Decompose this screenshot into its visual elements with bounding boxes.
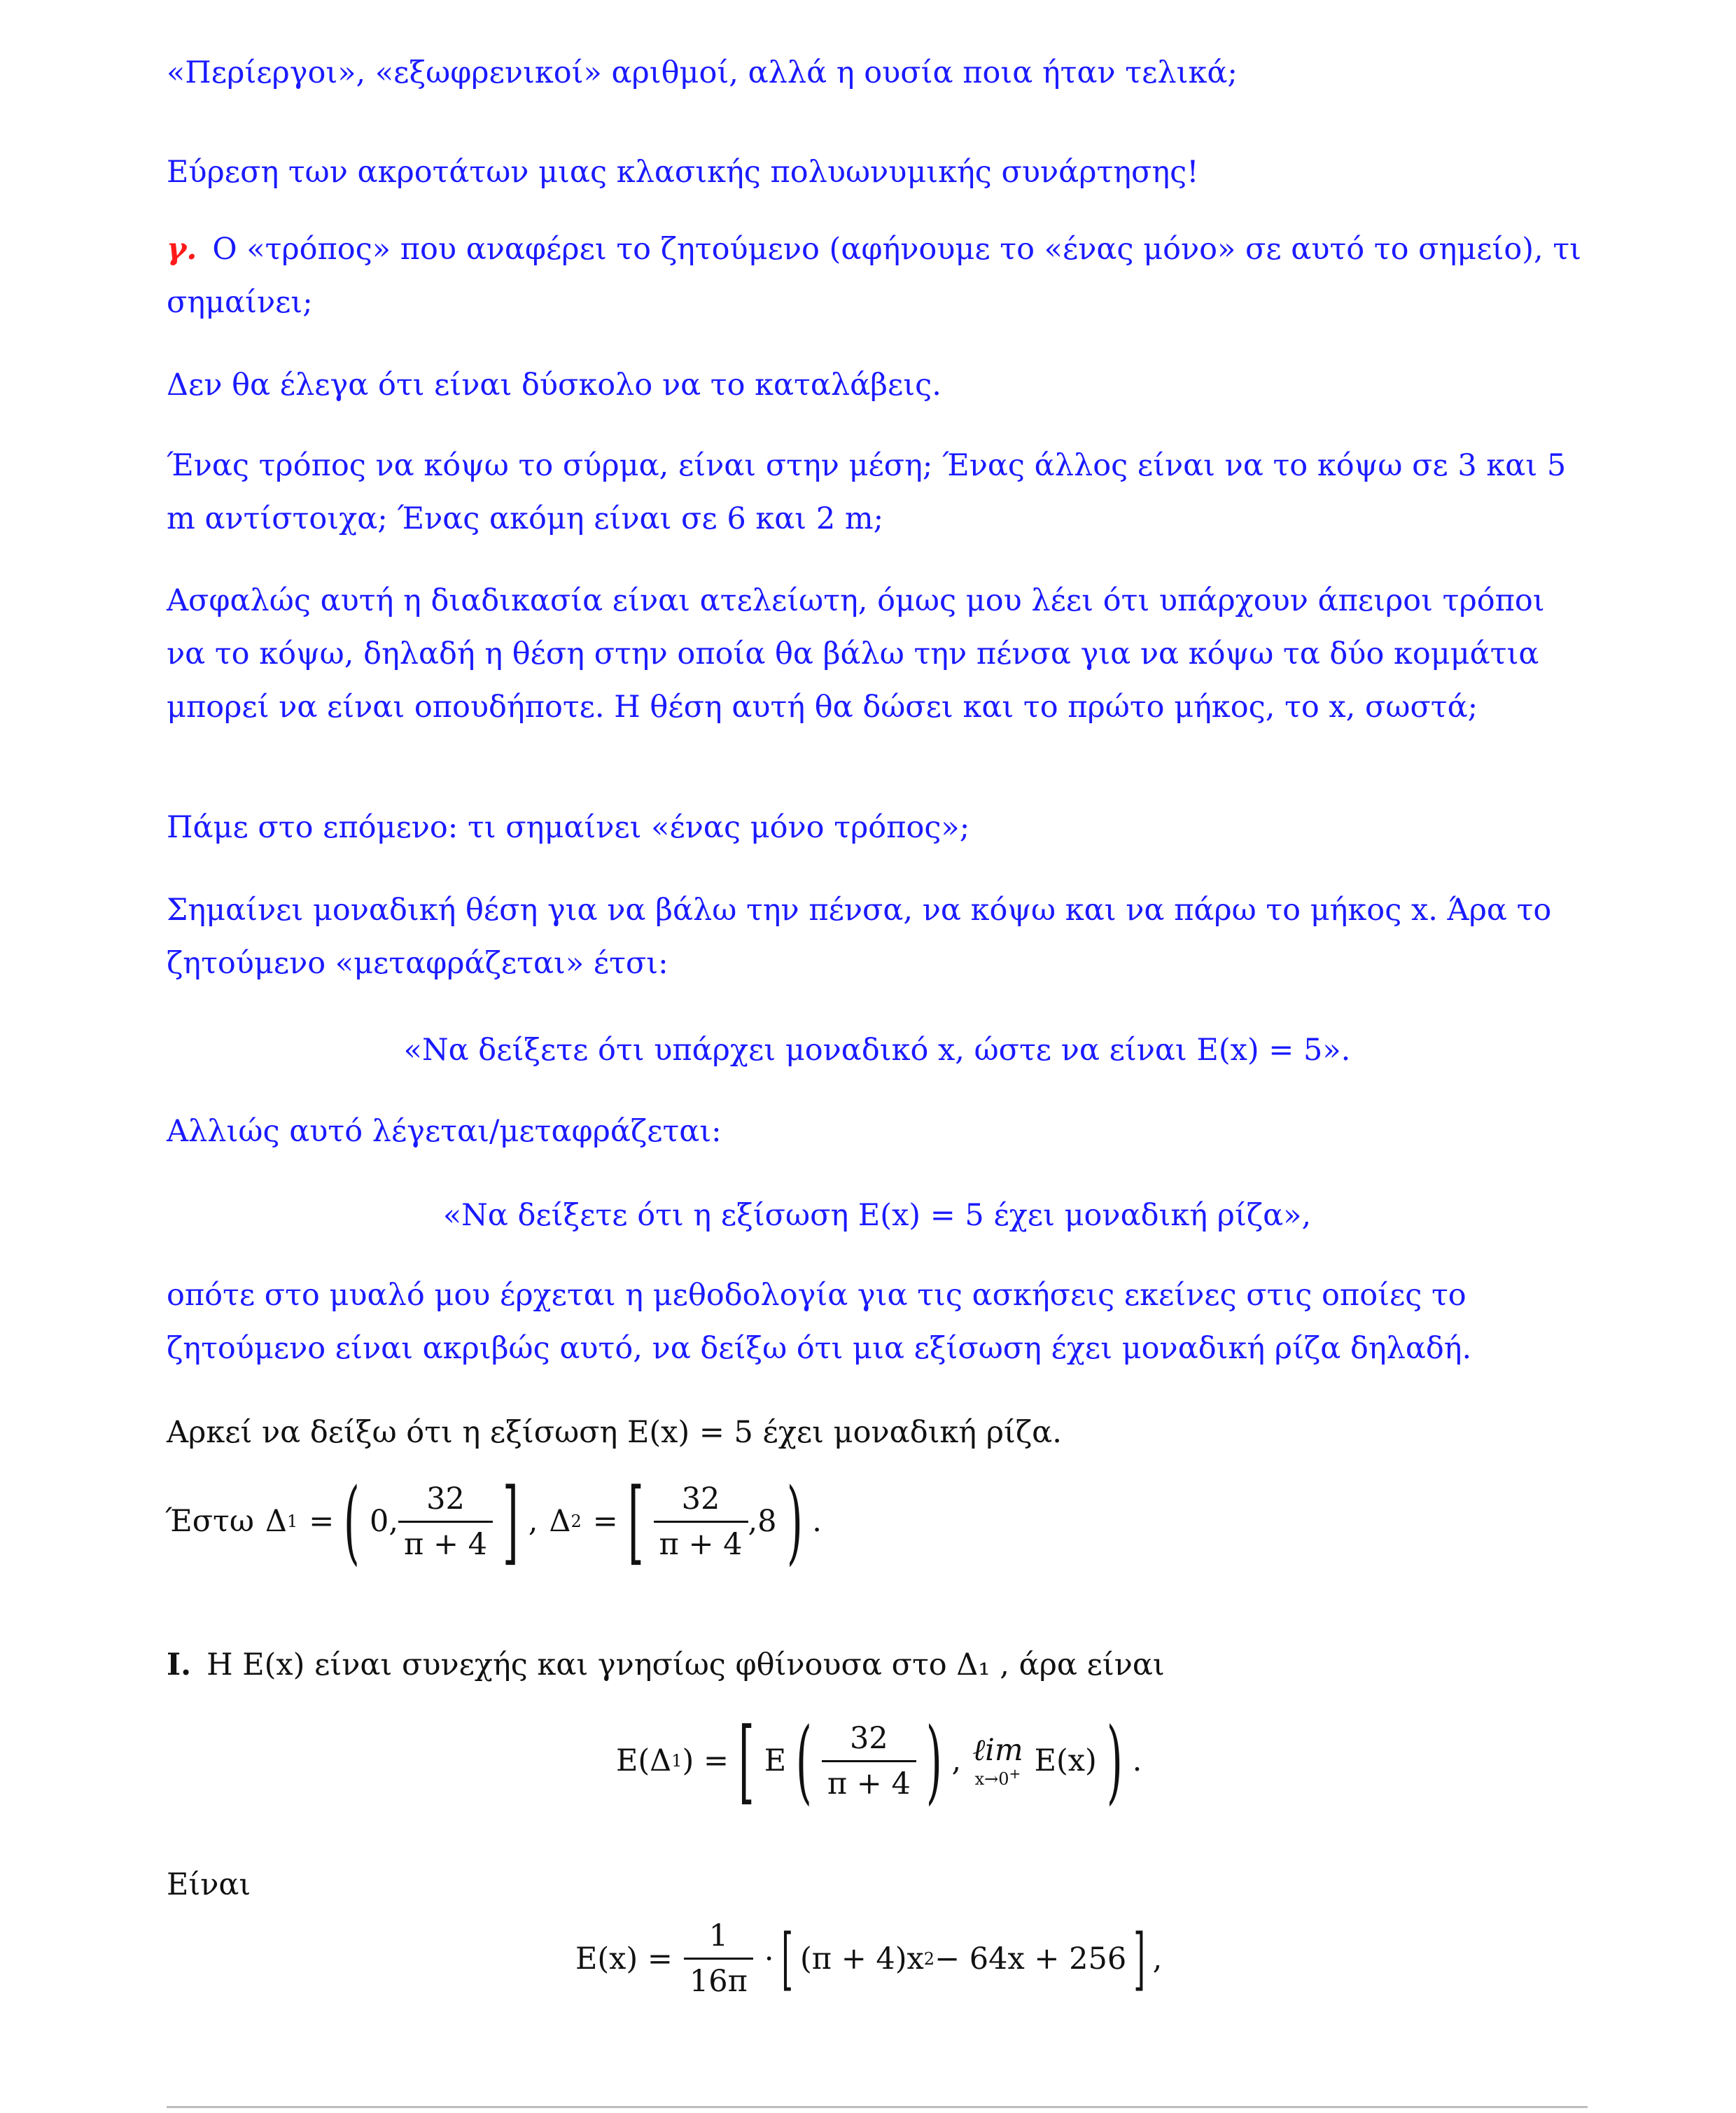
subscript-2: 2	[570, 1512, 582, 1531]
open-paren: (	[344, 1468, 360, 1575]
multiply-dot: ·	[764, 1941, 774, 1976]
page-footer-rule	[167, 2106, 1588, 2108]
equals-sign: =	[309, 1504, 335, 1539]
limit-symbol: ℓim	[972, 1733, 1023, 1768]
range-lhs-open: E(Δ	[616, 1743, 672, 1778]
fraction	[398, 1481, 493, 1562]
paragraph-2: Εύρεση των ακροτάτων μιας κλασικής πολυωνυμικής συνάρτησης!	[167, 155, 1199, 190]
range-close-paren: )	[1106, 1708, 1123, 1814]
close-bracket: ]	[502, 1468, 519, 1575]
period: .	[812, 1504, 822, 1539]
paragraph-3-text: Ο «τρόπος» που αναφέρει το ζητούμενο (αφήνουμε το «ένας μόνο» σε αυτό το σημείο), τι σημαίνει;	[167, 232, 1581, 320]
range-inner-close-paren: )	[925, 1708, 942, 1814]
range-fraction-denominator: π + 4	[822, 1760, 916, 1801]
paragraph-11-quote: «Να δείξετε ότι η εξίσωση E(x) = 5 έχει μοναδική ρίζα»,	[442, 1198, 1312, 1233]
range-open-bracket: [	[738, 1708, 755, 1814]
equation-function	[575, 1918, 1162, 1999]
limit-function: E(x)	[1034, 1743, 1097, 1778]
item-label-gamma: γ.	[167, 232, 197, 267]
fraction-2-numerator: 32	[681, 1481, 720, 1516]
item-label-I: I.	[167, 1647, 192, 1682]
function-fraction-numerator: 1	[708, 1918, 729, 1953]
close-paren: )	[786, 1468, 803, 1575]
range-function-e: E	[764, 1743, 787, 1778]
equation-range	[616, 1708, 1142, 1814]
limit-operator	[972, 1733, 1023, 1789]
function-comma: ,	[1152, 1941, 1163, 1976]
equals-sign-2: =	[592, 1504, 618, 1539]
function-exponent: 2	[923, 1948, 935, 1969]
function-close-bracket: ]	[1133, 1919, 1146, 1998]
function-fraction-denominator: 16π	[684, 1958, 753, 1999]
range-period: .	[1132, 1743, 1142, 1778]
equation-intervals	[165, 1468, 822, 1575]
paragraph-16: Είναι	[167, 1867, 251, 1902]
range-fraction	[822, 1721, 916, 1801]
limit-under	[975, 1765, 1021, 1789]
paragraph-4: Δεν θα έλεγα ότι είναι δύσκολο να το καταλάβεις.	[167, 368, 941, 403]
paragraph-6: Ασφαλώς αυτή η διαδικασία είναι ατελείωτη, όμως μου λέει ότι υπάρχουν άπειροι τρόποι να το κόψω, δηλαδή η θέση στην οποία θα βάλω την πένσα για να κόψω τα δύο κομμάτια μπορεί να είναι οπουδήποτε. Η θέση αυτή θα δώσει και το πρώτο μήκος, το x, σωστά;	[167, 583, 1545, 725]
paragraph-13: Αρκεί να δείξω ότι η εξίσωση E(x) = 5 έχει μοναδική ρίζα.	[167, 1415, 1062, 1450]
range-lhs-subscript: 1	[671, 1751, 682, 1771]
paragraph-9-quote: «Να δείξετε ότι υπάρχει μοναδικό x, ώστε να είναι E(x) = 5».	[403, 1033, 1351, 1068]
range-lhs-close: ) =	[682, 1743, 729, 1778]
interval-end: ,8	[748, 1504, 777, 1539]
paragraph-12: οπότε στο μυαλό μου έρχεται η μεθοδολογία για τις ασκήσεις εκείνες στις οποίες το ζητούμενο είναι ακριβώς αυτό, να δείξω ότι μια εξίσωση έχει μοναδική ρίζα δηλαδή.	[167, 1278, 1472, 1366]
open-bracket: [	[627, 1468, 644, 1575]
delta-symbol: Δ	[265, 1504, 287, 1539]
paragraph-5: Ένας τρόπος να κόψω το σύρμα, είναι στην μέση; Ένας άλλος είναι να το κόψω σε 3 και 5 m αντίστοιχα; Ένας ακόμη είναι σε 6 και 2 m;	[167, 448, 1567, 536]
function-lhs: E(x) =	[575, 1941, 673, 1976]
interval-start: 0,	[370, 1504, 399, 1539]
limit-under-text: x→0	[974, 1769, 1009, 1789]
delta-symbol-2: Δ	[549, 1504, 571, 1539]
fraction-2	[654, 1481, 748, 1562]
paragraph-7: Πάμε στο επόμενο: τι σημαίνει «ένας μόνο τρόπος»;	[167, 810, 970, 845]
fraction-2-denominator: π + 4	[654, 1521, 748, 1562]
function-body-1: (π + 4)x	[800, 1941, 924, 1976]
fraction-numerator: 32	[426, 1481, 465, 1516]
function-body-2: − 64x + 256	[934, 1941, 1127, 1976]
paragraph-1: «Περίεργοι», «εξωφρενικοί» αριθμοί, αλλά η ουσία ποια ήταν τελικά;	[167, 55, 1238, 90]
paragraph-3	[167, 223, 1588, 329]
range-inner-open-paren: (	[796, 1708, 812, 1814]
paragraph-15	[167, 1638, 1588, 1692]
paragraph-10: Αλλιώς αυτό λέγεται/μεταφράζεται:	[167, 1114, 722, 1149]
subscript: 1	[286, 1512, 298, 1531]
fraction-denominator: π + 4	[398, 1521, 493, 1562]
paragraph-15-text: Η E(x) είναι συνεχής και γνησίως φθίνουσα στο Δ₁ , άρα είναι	[206, 1647, 1165, 1682]
paragraph-8: Σημαίνει μοναδική θέση για να βάλω την πένσα, να κόψω και να πάρω το μήκος x. Άρα το ζητούμενο «μεταφράζεται» έτσι:	[167, 893, 1552, 981]
equation-lead: Έστω	[165, 1504, 254, 1539]
limit-under-sup: +	[1009, 1765, 1021, 1782]
range-fraction-numerator: 32	[849, 1720, 888, 1756]
range-comma: ,	[951, 1743, 962, 1778]
function-open-bracket: [	[780, 1919, 793, 1998]
function-fraction	[684, 1918, 753, 1999]
separator: ,	[528, 1504, 538, 1539]
